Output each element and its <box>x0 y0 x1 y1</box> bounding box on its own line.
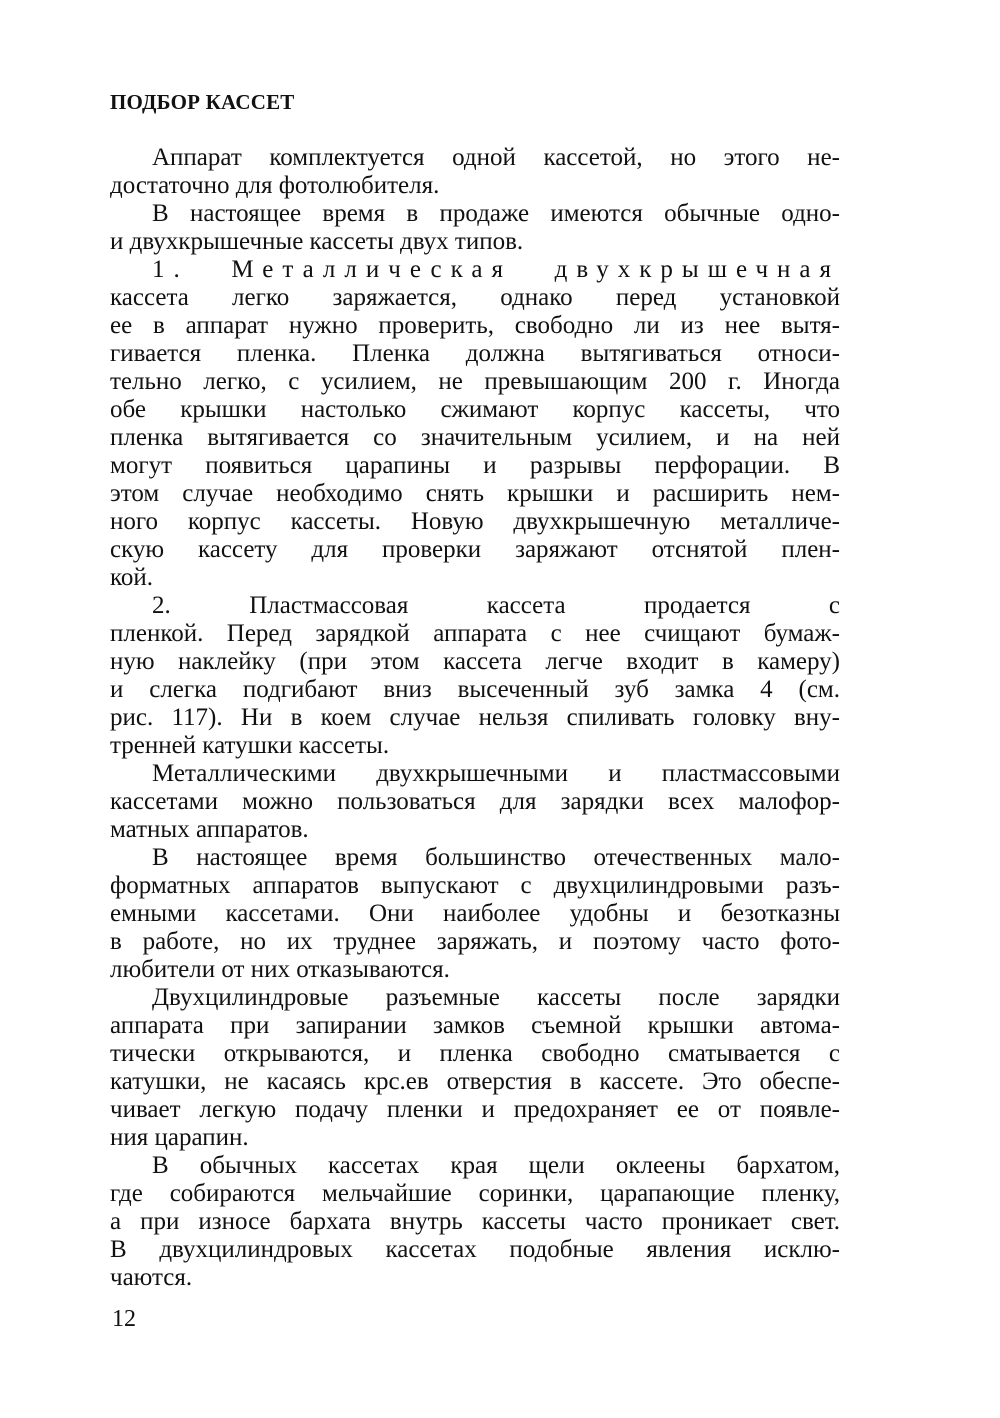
paragraph <box>110 200 840 256</box>
text-line: В двухцилиндровых кассетах подобные явления исклю- <box>110 1236 840 1263</box>
text-line: кассета легко заряжается, однако перед установкой <box>110 284 840 311</box>
text-line: тренней катушки кассеты. <box>110 732 390 759</box>
text-line: В обычных кассетах края щели оклеены бархатом, <box>152 1152 840 1179</box>
text-line: пленкой. Перед зарядкой аппарата с нее счищают бумаж- <box>110 620 840 647</box>
paragraph <box>110 844 840 984</box>
text-line: и слегка подгибают вниз высеченный зуб замка 4 (см. <box>110 676 840 703</box>
text-line: 2. Пластмассовая кассета продается с <box>152 592 840 619</box>
text-line: пленка вытягивается со значительным усилием, и на ней <box>110 424 840 451</box>
paragraph <box>110 144 840 200</box>
text-line: кой. <box>110 564 154 591</box>
text-line: ее в аппарат нужно проверить, свободно ли из нее вытя- <box>110 312 840 339</box>
text-line: где собираются мельчайшие соринки, царапающие пленку, <box>110 1180 840 1207</box>
text-line: обе крышки настолько сжимают корпус кассеты, что <box>110 396 840 423</box>
paragraph <box>110 256 840 592</box>
text-line: ния царапин. <box>110 1124 249 1151</box>
text-line: 1. Металлическая двухкрышечная <box>152 256 840 283</box>
text-line: и двухкрышечные кассеты двух типов. <box>110 228 524 255</box>
text-line: могут появиться царапины и разрывы перфорации. В <box>110 452 840 479</box>
text-line: аппарата при запирании замков съемной крышки автома- <box>110 1012 840 1039</box>
text-line: катушки, не касаясь крс.ев отверстия в кассете. Это обеспе- <box>110 1068 840 1095</box>
text-line: чаются. <box>110 1264 193 1291</box>
section-heading: ПОДБОР КАССЕТ <box>110 90 295 114</box>
text-line: емными кассетами. Они наиболее удобны и безотказны <box>110 900 840 927</box>
text-line: скую кассету для проверки заряжают отснятой плен- <box>110 536 840 563</box>
body-text <box>110 144 840 1292</box>
text-line: форматных аппаратов выпускают с двухцилиндровыми разъ- <box>110 872 840 899</box>
paragraph <box>110 984 840 1152</box>
text-line: рис. 117). Ни в коем случае нельзя спиливать головку вну- <box>110 704 840 731</box>
text-line: гивается пленка. Пленка должна вытягиваться относи- <box>110 340 840 367</box>
text-line: чивает легкую подачу пленки и предохраняет ее от появле- <box>110 1096 840 1123</box>
text-line: а при износе бархата внутрь кассеты часто проникает свет. <box>110 1208 840 1235</box>
page-number: 12 <box>112 1306 136 1332</box>
paragraph <box>110 760 840 844</box>
text-line: Металлическими двухкрышечными и пластмассовыми <box>152 760 840 787</box>
text-line: достаточно для фотолюбителя. <box>110 172 440 199</box>
paragraph <box>110 1152 840 1292</box>
text-line: Двухцилиндровые разъемные кассеты после зарядки <box>152 984 840 1011</box>
text-line: В настоящее время в продаже имеются обычные одно- <box>152 200 840 227</box>
text-line: этом случае необходимо снять крышки и расширить нем- <box>110 480 840 507</box>
text-line: в работе, но их труднее заряжать, и поэтому часто фото- <box>110 928 840 955</box>
text-line: кассетами можно пользоваться для зарядки всех малофор- <box>110 788 840 815</box>
text-line: любители от них отказываются. <box>110 956 450 983</box>
text-line: тельно легко, с усилием, не превышающим 200 г. Иногда <box>110 368 840 395</box>
text-line: тически открываются, и пленка свободно сматывается с <box>110 1040 840 1067</box>
paragraph <box>110 592 840 760</box>
text-line: ную наклейку (при этом кассета легче входит в камеру) <box>110 648 840 675</box>
text-line: В настоящее время большинство отечественных мало- <box>152 844 840 871</box>
text-line: ного корпус кассеты. Новую двухкрышечную металличе- <box>110 508 840 535</box>
text-line: матных аппаратов. <box>110 816 309 843</box>
text-line: Аппарат комплектуется одной кассетой, но этого не- <box>152 144 840 171</box>
